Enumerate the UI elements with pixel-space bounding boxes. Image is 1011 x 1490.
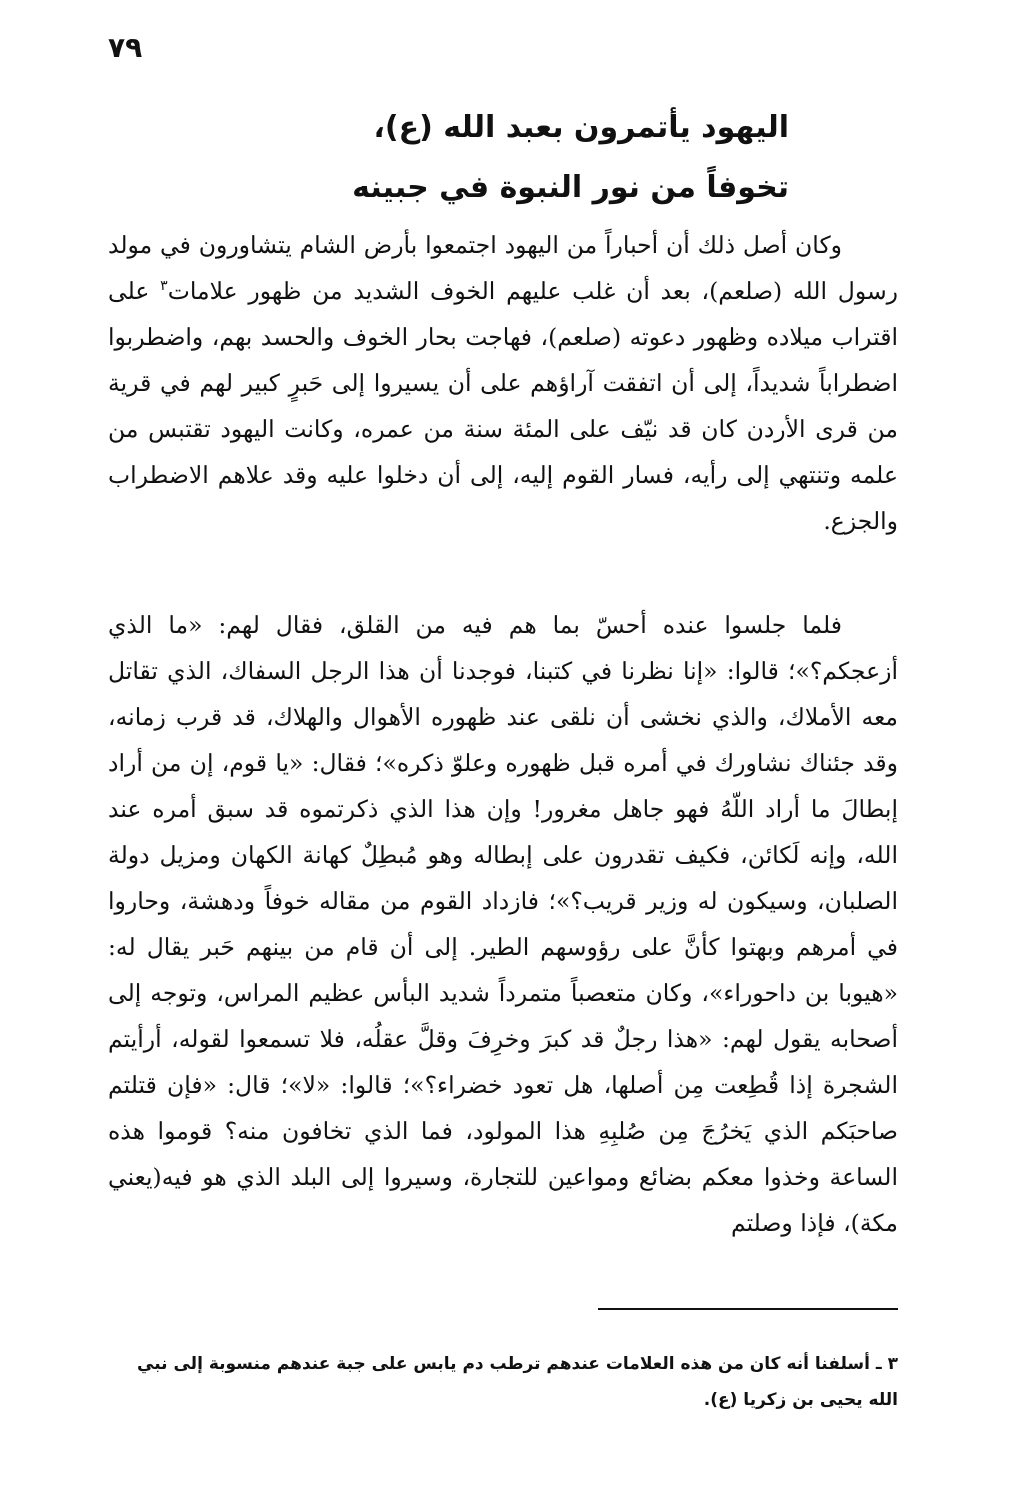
page-number: ٧٩: [108, 31, 143, 64]
paragraph-1-text-a: وكان أصل ذلك أن أحباراً من اليهود اجتمعوا بأرض الشام يتشاورون في مولد رسول الله (صلعم)، بعد أن غلب عليهم الخوف الشديد من ظهور علامات: [108, 231, 898, 305]
chapter-heading-line-2: تخوفاً من نور النبوة في جبينه: [352, 170, 789, 205]
paragraph-2-text: فلما جلسوا عنده أحسّ بما هم فيه من القلق، فقال لهم: «ما الذي أزعجكم؟»؛ قالوا: «إنا نظرنا في كتبنا، فوجدنا أن هذا الرجل السفاك، الذي تقاتل معه الأملاك، والذي نخشى أن نلقى عند ظهوره الأهوال والهلاك، قد قرب زمانه، وقد جئناك نشاورك في أمره قبل ظهوره وعلوّ ذكره»؛ فقال: «يا قوم، إن من أراد إبطالَ ما أراد اللّهُ فهو جاهل مغرور! وإن هذا الذي ذكرتموه قد سبق أمره عند الله، وإنه لَكائن، فكيف تقدرون على إبطاله وهو مُبطِلٌ كهانة الكهان ومزيل دولة الصلبان، وسيكون له وزير قريب؟»؛ فازداد القوم من مقاله خوفاً ودهشة، وحاروا في أمرهم وبهتوا كأنَّ على رؤوسهم الطير. إلى أن قام من بينهم حَبر يقال له: «هيوبا بن داحوراء»، وكان متعصباً متمرداً شديد البأس عظيم المراس، وتوجه إلى أصحابه يقول لهم: «هذا رجلٌ قد كبرَ وخرِفَ وقلَّ عقلُه، فلا تسمعوا لقوله، أرأيتم الشجرة إذا قُطِعت مِن أصلها، هل تعود خضراء؟»؛ قالوا: «لا»؛ قال: «فإن قتلتم صاحبَكم الذي يَخرُجَ مِن صُلبِهِ هذا المولود، فما الذي تخافون منه؟ قوموا هذه الساعة وخذوا معكم بضائع ومواعين للتجارة، وسيروا إلى البلد الذي هو فيه(يعني مكة)، فإذا وصلتم: [108, 611, 898, 1237]
footnote: ٣ ـ أسلفنا أنه كان من هذه العلامات عندهم ترطب دم يابس على جبة عندهم منسوبة إلى نبي الله يحيى بن زكريا (ع).: [137, 1354, 898, 1410]
chapter-heading-line-1: اليهود يأتمرون بعبد الله (ع)،: [373, 110, 789, 145]
paragraph-2: [108, 602, 898, 1246]
paragraph-1: [108, 222, 898, 544]
footnote-divider: [598, 1308, 898, 1310]
footnote-reference: ٣: [160, 278, 168, 295]
paragraph-1-text-b: على اقتراب ميلاده وظهور دعوته (صلعم)، فهاجت بحار الخوف والحسد بهم، واضطربوا اضطراباً شديداً، إلى أن اتفقت آراؤهم على أن يسيروا إلى حَبرٍ كبير لهم في قرية من قرى الأردن كان قد نيّف على المئة سنة من عمره، وكانت اليهود تقتبس من علمه وتنتهي إلى رأيه، فسار القوم إليه، إلى أن دخلوا عليه وقد علاهم الاضطراب والجزع.: [108, 277, 898, 535]
